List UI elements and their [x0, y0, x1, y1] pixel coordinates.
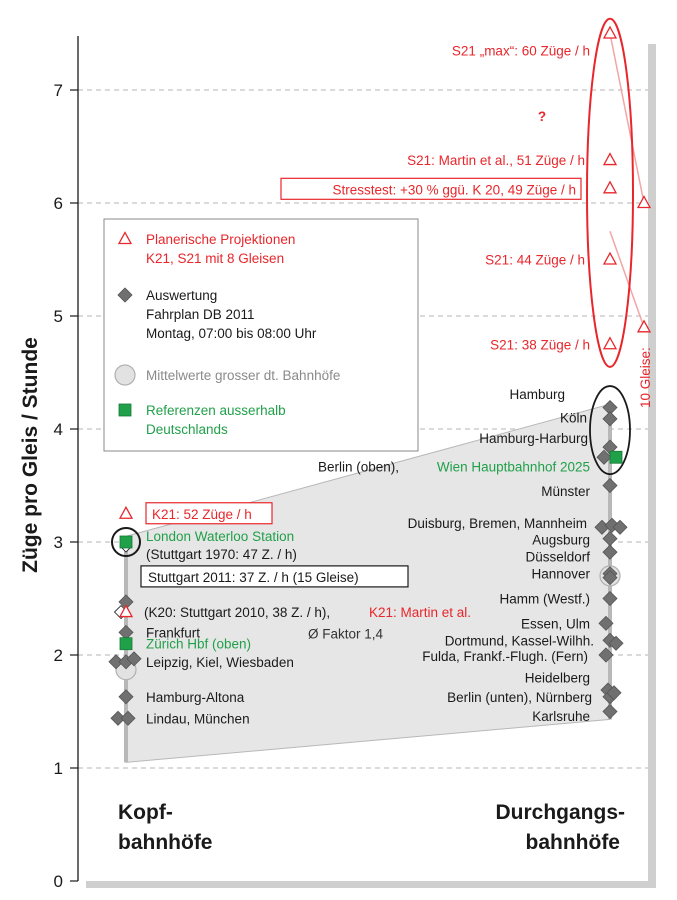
category-label-durch-1: Durchgangs- — [495, 801, 625, 824]
ref-square-zuerich — [120, 638, 132, 650]
label-stuttgart1970: (Stuttgart 1970: 47 Z. / h) — [146, 547, 297, 562]
label-10-gleise: 10 Gleise: — [638, 347, 653, 408]
category-label-kopf-2: bahnhöfe — [118, 831, 213, 854]
y-axis-title: Züge pro Gleis / Stunde — [19, 337, 42, 573]
label-durch-11: Dortmund, Kassel-Wilhh. — [444, 633, 594, 649]
legend-marker-square — [119, 404, 131, 416]
label-stuttgart2011: Stuttgart 2011: 37 Z. / h (15 Gleise) — [148, 569, 359, 585]
label-durch-15: Karlsruhe — [532, 709, 590, 725]
label-leipzig: Leipzig, Kiel, Wiesbaden — [146, 654, 294, 670]
label-wien: Wien Hauptbahnhof 2025 — [436, 459, 590, 475]
label-durch-10: Essen, Ulm — [520, 616, 590, 632]
label-faktor: Ø Faktor 1,4 — [308, 626, 384, 642]
y-axis — [54, 36, 78, 891]
label-s21-44: S21: 44 Züge / h — [485, 252, 585, 268]
legend-text-1-2: Montag, 07:00 bis 08:00 Uhr — [146, 326, 317, 341]
label-s21-martin: S21: Martin et al., 51 Züge / h — [407, 153, 585, 169]
y-tick-label-7: 7 — [53, 81, 63, 100]
legend-text-1-1: Fahrplan DB 2011 — [146, 307, 255, 322]
label-durch-1: Köln — [559, 410, 587, 426]
legend-text-0-0: Planerische Projektionen — [146, 232, 296, 247]
legend — [104, 219, 418, 451]
label-stresstest: Stresstest: +30 % ggü. K 20, 49 Züge / h — [332, 182, 576, 198]
y-tick-label-5: 5 — [53, 307, 63, 326]
label-durch-5: Duisburg, Bremen, Mannheim — [407, 515, 587, 531]
label-durch-8: Hannover — [531, 566, 590, 582]
label-frankfurt: Frankfurt — [146, 625, 201, 641]
legend-text-2-0: Mittelwerte grosser dt. Bahnhöfe — [146, 368, 341, 383]
label-durch-12: Fulda, Frankf.-Flugh. (Fern) — [422, 649, 588, 665]
label-s21-max: S21 „max“: 60 Züge / h — [451, 43, 590, 59]
y-tick-label-4: 4 — [53, 420, 63, 439]
y-tick-label-0: 0 — [53, 872, 63, 891]
label-durch-0: Hamburg — [509, 386, 565, 402]
label-question: ? — [537, 109, 547, 125]
label-durch-14: Berlin (unten), Nürnberg — [447, 689, 592, 705]
legend-text-3-1: Deutschlands — [146, 422, 228, 437]
label-durch-4: Münster — [541, 484, 590, 500]
ref-square-wien — [610, 451, 622, 463]
y-tick-label-2: 2 — [53, 646, 63, 665]
y-tick-label-6: 6 — [53, 194, 63, 213]
label-k20: (K20: Stuttgart 2010, 38 Z. / h), — [144, 605, 331, 621]
legend-marker-circle — [115, 365, 135, 385]
y-tick-label-3: 3 — [53, 533, 63, 552]
label-durch-7: Düsseldorf — [525, 549, 590, 565]
label-k21: K21: 52 Züge / h — [152, 506, 252, 522]
label-durch-3: Berlin (oben), — [317, 459, 399, 475]
label-k21-martin: K21: Martin et al. — [369, 605, 472, 621]
legend-text-0-1: K21, S21 mit 8 Gleisen — [146, 251, 285, 266]
category-label-kopf-1: Kopf- — [118, 801, 173, 824]
label-durch-13: Heidelberg — [524, 670, 590, 686]
legend-text-3-0: Referenzen ausserhalb — [146, 403, 286, 418]
label-durch-9: Hamm (Westf.) — [499, 591, 590, 607]
label-zuerich: Zürich Hbf (oben) — [146, 636, 252, 652]
label-durch-2: Hamburg-Harburg — [479, 431, 588, 447]
label-hamburg-altona: Hamburg-Altona — [146, 689, 245, 705]
y-tick-label-1: 1 — [53, 759, 63, 778]
legend-text-1-0: Auswertung — [146, 288, 218, 303]
category-label-durch-2: bahnhöfe — [525, 831, 620, 854]
label-durch-6: Augsburg — [532, 532, 590, 548]
projection-triangle-0 — [604, 27, 616, 38]
label-s21-38: S21: 38 Züge / h — [490, 337, 590, 353]
label-lindau: Lindau, München — [146, 711, 250, 727]
ref-square-london — [120, 536, 132, 548]
label-london: London Waterloo Station — [146, 529, 295, 544]
